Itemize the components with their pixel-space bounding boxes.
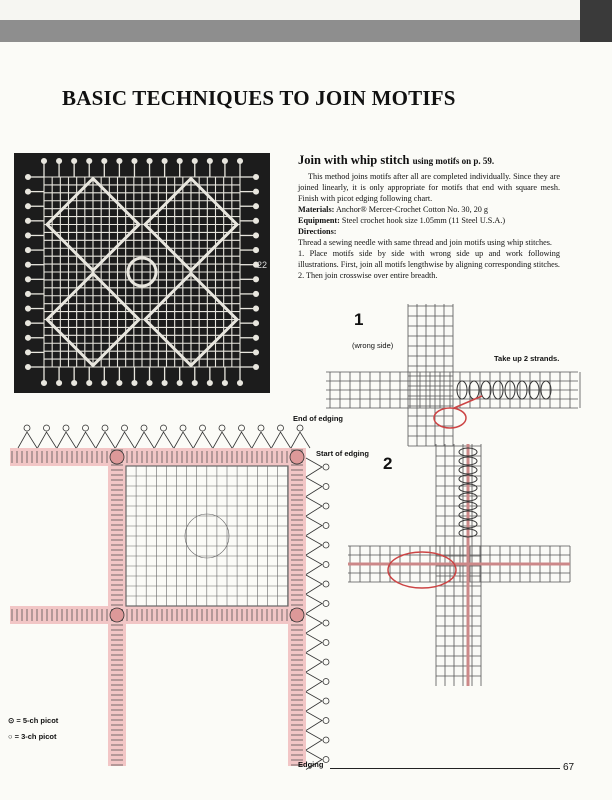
edging-chart [10,410,340,770]
picot [26,262,31,267]
motif-photo-drawing [14,153,270,393]
figure2-number: 2 [383,454,393,473]
picot [132,159,137,164]
photo-dimension-label: 22 [257,260,268,270]
page-number: 67 [563,762,575,773]
picot-3ch-icon: ○ [8,732,13,741]
figure1-wrong-side-label: (wrong side) [352,341,394,350]
picot [83,425,89,431]
picot [180,425,186,431]
equipment-value: Steel crochet hook size 1.05mm (11 Steel U.S.A.) [341,216,506,225]
directions-label: Directions: [298,227,337,236]
chart-picot-fringe [18,425,329,770]
picot [42,159,47,164]
fig1-needle [454,396,482,408]
picot [147,381,152,386]
picot [254,218,259,223]
picot [323,581,329,587]
picot [200,425,206,431]
picot [254,277,259,282]
picot [238,159,243,164]
picot [26,218,31,223]
end-of-edging-label: End of edging [293,414,343,423]
picot [44,425,50,431]
page-title: BASIC TECHNIQUES TO JOIN MOTIFS [62,86,456,110]
figure1-take-up-label: Take up 2 strands. [494,354,560,363]
picot [323,698,329,704]
picot [87,159,92,164]
directions-step-0: Thread a sewing needle with same thread and join motifs using whip stitches. [298,238,552,247]
picot [26,306,31,311]
picot [102,425,108,431]
legend-5ch-text: = 5-ch picot [16,716,59,725]
fig1-highlight-circle [434,408,466,428]
picot-zigzag [306,517,322,536]
picot [87,381,92,386]
picot [26,321,31,326]
picot [132,381,137,386]
figure1-number: 1 [354,310,364,329]
picot [26,233,31,238]
picot [254,335,259,340]
picot [26,175,31,180]
picot-zigzag [194,432,213,448]
picot [323,464,329,470]
picot-zigzag [213,432,232,448]
band-top [10,448,305,466]
picot [297,425,303,431]
directions-step-2: 2. Then join crosswise over entire breadth. [298,271,438,280]
picot [323,620,329,626]
picot [254,292,259,297]
picot [254,321,259,326]
picot [254,306,259,311]
picot [323,503,329,509]
picot-zigzag [38,432,57,448]
corner-flower [110,608,124,622]
picot [323,679,329,685]
picot [323,484,329,490]
picot [26,335,31,340]
picot [323,718,329,724]
fig2-highlight-circle [388,552,456,588]
picot [207,159,212,164]
picot [63,425,69,431]
picot [26,248,31,253]
picot [254,175,259,180]
picot-zigzag [306,731,322,750]
picot-zigzag [116,432,135,448]
picot [102,381,107,386]
edging-label: Edging [298,760,324,769]
picot [26,204,31,209]
picot [177,159,182,164]
picot [26,189,31,194]
picot-zigzag [77,432,96,448]
picot-zigzag [306,556,322,575]
section-heading [298,153,560,169]
picot-zigzag [57,432,76,448]
picot [42,381,47,386]
picot [323,737,329,743]
materials-value: Anchor® Mercer-Crochet Cotton No. 30, 20 g [335,205,489,214]
picot-zigzag [306,458,322,477]
picot-zigzag [306,614,322,633]
picot [207,381,212,386]
picot-zigzag [18,432,37,448]
materials-label: Materials: [298,205,335,214]
picot-zigzag [272,432,291,448]
picot [26,292,31,297]
fig1-mesh [326,304,580,446]
picot [323,640,329,646]
section-text [298,153,560,281]
band-middle [10,606,305,624]
picot-zigzag [306,634,322,653]
page-rule [330,768,560,769]
top-bar-dark-corner [580,0,612,42]
equipment-label: Equipment: [298,216,340,225]
corner-flower [110,450,124,464]
picot [254,365,259,370]
picot [258,425,264,431]
section-heading-suffix: using motifs on p. 59. [412,156,495,166]
picot [323,523,329,529]
picot [141,425,147,431]
directions-step-1: 1. Place motifs side by side with wrong side up and work following illustrations. First, join all motifs lengthwise by aligning corresponding stitches. [298,249,560,269]
section-heading-main: Join with whip stitch [298,153,410,167]
section-intro: This method joins motifs after all are completed individually. Since they are joined linearly, it is only appropriate for motifs that end with square mesh. Finish with picot edging following chart. [298,172,560,203]
top-bar-grey-band [0,20,580,42]
picot-zigzag [306,575,322,594]
figure2-diagram [344,440,574,690]
picot [161,425,167,431]
picot [72,381,77,386]
picot [26,365,31,370]
picot [219,425,225,431]
legend-3ch-text: = 3-ch picot [14,732,57,741]
picot-zigzag [174,432,193,448]
picot [254,233,259,238]
picot [57,159,62,164]
figure1-diagram [322,300,582,450]
picot [26,350,31,355]
picot-zigzag [96,432,115,448]
picot [117,159,122,164]
picot [72,159,77,164]
picot [238,381,243,386]
picot [323,562,329,568]
picot [254,350,259,355]
picot-5ch-icon: ⊙ [8,716,15,725]
picot [323,659,329,665]
picot [26,277,31,282]
picot [192,381,197,386]
equipment-line [298,215,560,226]
picot-zigzag [306,712,322,731]
picot [323,757,329,763]
picot-zigzag [306,692,322,711]
picot-zigzag [306,497,322,516]
picot-zigzag [306,536,322,555]
legend-3ch [8,732,57,741]
picot-zigzag [252,432,271,448]
start-of-edging-label: Start of edging [316,449,369,458]
picot [24,425,30,431]
chart-grid [126,466,288,606]
picot [254,204,259,209]
picot-zigzag [291,432,310,448]
picot [117,381,122,386]
picot [223,159,228,164]
materials-line [298,204,560,215]
picot [254,189,259,194]
picot [323,542,329,548]
picot [223,381,228,386]
picot [323,601,329,607]
motif-photo [14,153,270,393]
picot-zigzag [306,595,322,614]
picot-zigzag [135,432,154,448]
picot [192,159,197,164]
picot-zigzag [306,673,322,692]
picot-zigzag [306,653,322,672]
picot [177,381,182,386]
picot [147,159,152,164]
picot [162,381,167,386]
top-bar [0,0,612,42]
picot-zigzag [306,478,322,497]
corner-flower [290,450,304,464]
picot [254,248,259,253]
picot [57,381,62,386]
picot-zigzag [155,432,174,448]
picot [239,425,245,431]
picot [122,425,128,431]
picot [278,425,284,431]
picot [102,159,107,164]
legend-5ch [8,716,58,725]
picot [162,159,167,164]
lace-mesh [44,177,240,367]
picot-zigzag [233,432,252,448]
corner-flower [290,608,304,622]
